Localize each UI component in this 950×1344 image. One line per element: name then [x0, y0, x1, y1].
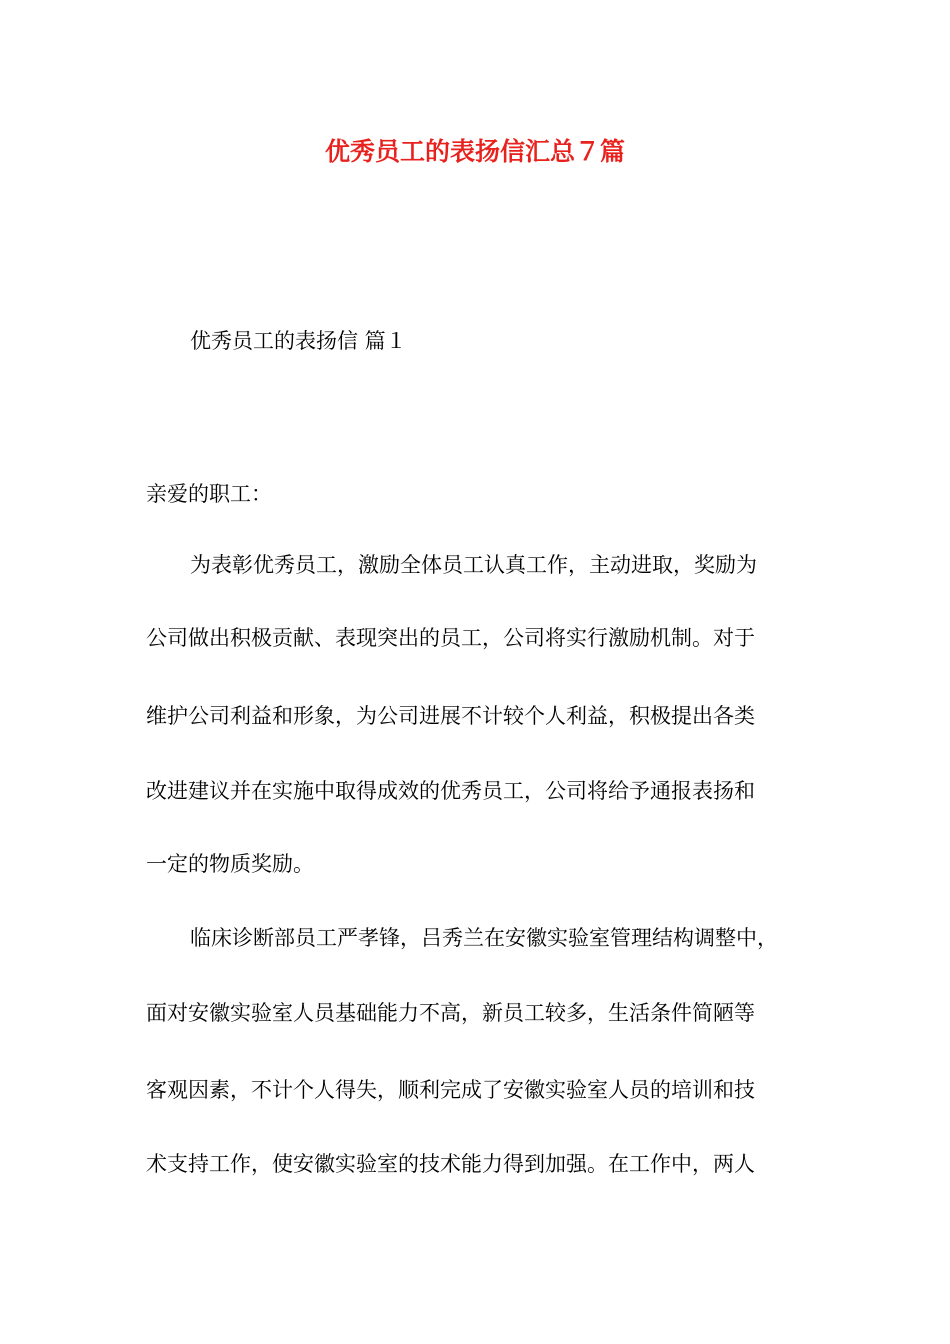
body-line: 临床诊断部员工严孝锋，吕秀兰在安徽实验室管理结构调整中， — [190, 926, 778, 950]
body-line: 一定的物质奖励。 — [146, 852, 314, 876]
salutation: 亲爱的职工： — [146, 482, 272, 506]
document-title: 优秀员工的表扬信汇总７篇 — [324, 137, 625, 166]
section-heading: 优秀员工的表扬信 篇１ — [190, 329, 407, 353]
body-line: 面对安徽实验室人员基础能力不高，新员工较多，生活条件简陋等 — [146, 1001, 755, 1025]
body-line: 为表彰优秀员工，激励全体员工认真工作，主动进取，奖励为 — [190, 553, 757, 577]
body-line: 公司做出积极贡献、表现突出的员工，公司将实行激励机制。对于 — [146, 626, 755, 650]
body-line: 术支持工作，使安徽实验室的技术能力得到加强。在工作中，两人 — [146, 1152, 755, 1176]
body-line: 维护公司利益和形象，为公司进展不计较个人利益，积极提出各类 — [146, 704, 755, 728]
body-line: 改进建议并在实施中取得成效的优秀员工，公司将给予通报表扬和 — [146, 779, 755, 803]
body-line: 客观因素，不计个人得失，顺利完成了安徽实验室人员的培训和技 — [146, 1078, 755, 1102]
